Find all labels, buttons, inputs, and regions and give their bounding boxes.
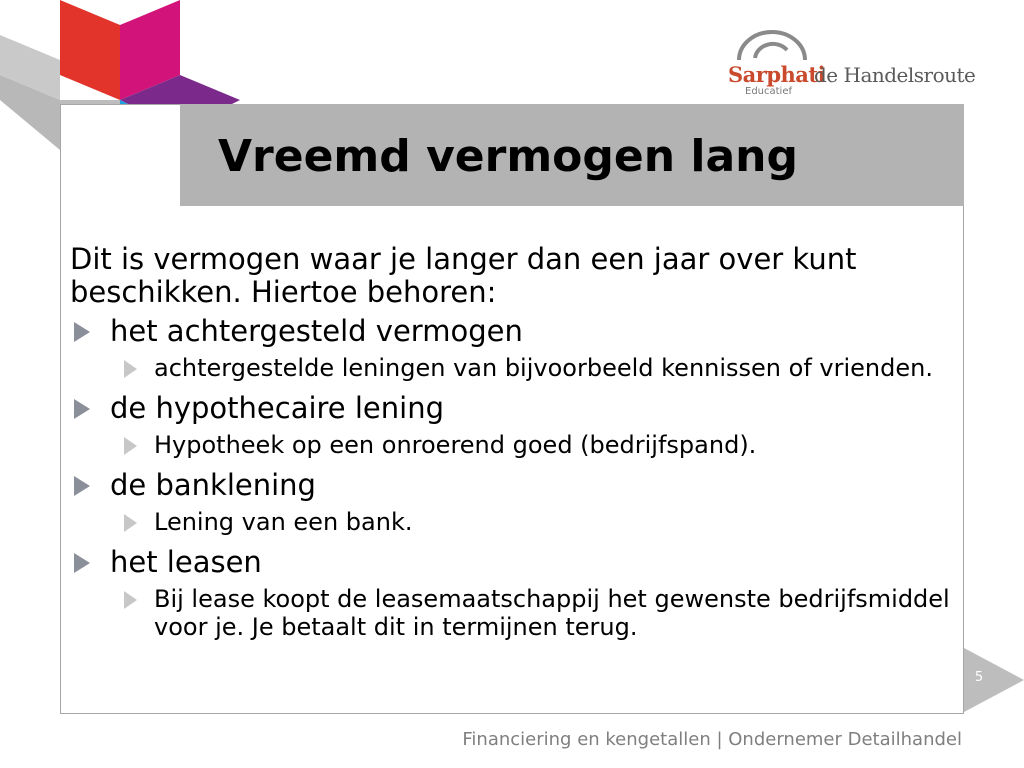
footer-text: Financiering en kengetallen | Ondernemer Detailhandel (462, 729, 962, 750)
slide-body (70, 243, 950, 641)
bullet-item (70, 390, 950, 426)
sub-bullet-item (70, 585, 950, 641)
sub-bullet-item (70, 354, 950, 382)
sub-bullet-text: Lening van een bank. (154, 508, 413, 536)
bullet-item (70, 544, 950, 580)
triangle-bullet-icon (124, 360, 137, 378)
triangle-bullet-icon (74, 399, 90, 419)
triangle-bullet-icon (74, 553, 90, 573)
sarphati-logo (728, 28, 976, 100)
slide-title: Vreemd vermogen lang (218, 131, 798, 182)
triangle-bullet-icon (124, 437, 137, 455)
bullet-item (70, 467, 950, 503)
logo-tagline: Educatief (745, 86, 793, 97)
logo-arc-icon (733, 28, 811, 64)
triangle-bullet-icon (74, 476, 90, 496)
bullet-text: het leasen (110, 545, 262, 579)
page-number: 5 (974, 670, 984, 685)
bullet-text: de hypothecaire lening (110, 391, 444, 425)
red-shape (60, 0, 120, 100)
triangle-bullet-icon (124, 591, 137, 609)
sub-bullet-item (70, 431, 950, 459)
sub-bullet-item (70, 508, 950, 536)
bullet-text: de banklening (110, 468, 316, 502)
triangle-bullet-icon (124, 514, 137, 532)
bullet-text: het achtergesteld vermogen (110, 314, 523, 348)
sub-bullet-text: achtergestelde leningen van bijvoorbeeld kennissen of vrienden. (154, 354, 933, 382)
logo-name-secondary: de Handelsroute (814, 63, 976, 87)
sub-bullet-text: Hypotheek op een onroerend goed (bedrijfspand). (154, 431, 757, 459)
sub-bullet-text: Bij lease koopt de leasemaatschappij het gewenste bedrijfsmiddel voor je. Je betaalt dit in termijnen terug. (154, 585, 950, 641)
intro-paragraph: Dit is vermogen waar je langer dan een jaar over kunt beschikken. Hiertoe behoren: (70, 242, 857, 309)
logo-name-primary: Sarphati (728, 62, 826, 87)
bullet-item (70, 313, 950, 349)
triangle-bullet-icon (74, 322, 90, 342)
